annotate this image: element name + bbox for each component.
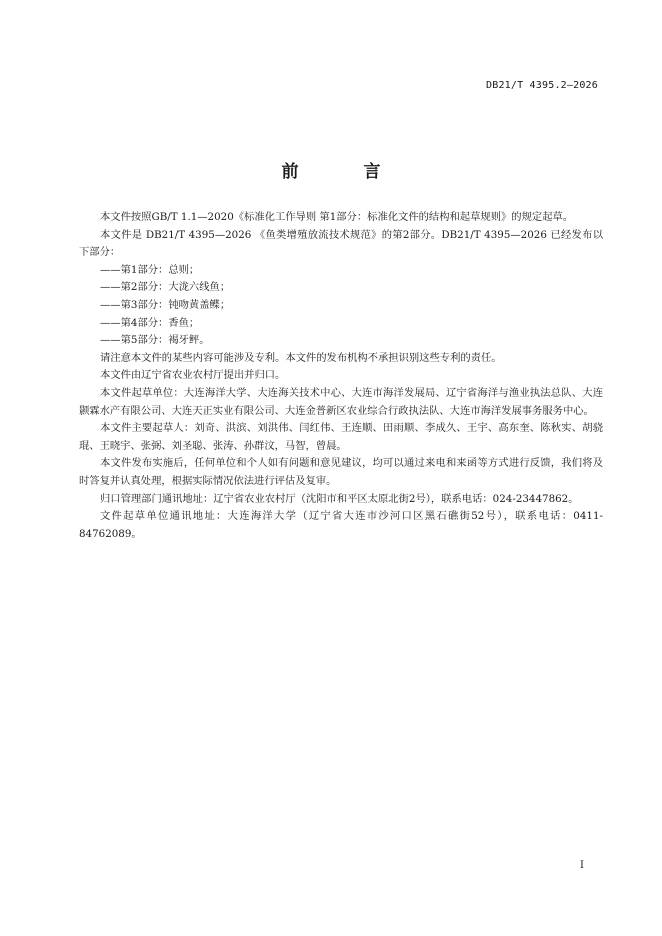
paragraph-series-info: 本文件是 DB21/T 4395—2026 《鱼类增殖放流技术规范》的第2部分。DB21/T 4395—2026 已经发布以下部分：: [79, 228, 603, 259]
paragraph-drafting-units: 本文件起草单位：大连海洋大学、大连海关技术中心、大连市海洋发展局、辽宁省海洋与渔业执法总队、大连颢霖水产有限公司、大连天正实业有限公司、大连金普新区农业综合行政执法队、大连市海洋发展事务服务中心。: [79, 386, 603, 417]
paragraph-patent-notice: 请注意本文件的某些内容可能涉及专利。本文件的发布机构不承担识别这些专利的责任。: [100, 351, 502, 364]
paragraph-authority-address: 归口管理部门通讯地址：辽宁省农业农村厅（沈阳市和平区太原北街2号），联系电话：024-23447862。: [100, 492, 579, 505]
foreword-body: [79, 209, 603, 543]
list-item-part-4: ——第4部分：香鱼；: [100, 316, 200, 329]
page-title: 前 言: [281, 162, 405, 182]
paragraph-proposer: 本文件由辽宁省农业农村厅提出并归口。: [100, 369, 286, 382]
list-item-part-5: ——第5部分：褐牙鲆。: [100, 334, 210, 347]
page-number: I: [580, 860, 584, 871]
document-code: DB21/T 4395.2—2026: [486, 80, 598, 91]
paragraph-drafters: 本文件主要起草人：刘奇、洪滨、刘洪伟、闫红伟、王连顺、田雨顺、李成久、王宇、高东奎、陈秋实、胡骁琨、王晓宇、张弼、刘圣聪、张涛、孙群汶，马智，曾晨。: [79, 422, 603, 452]
list-item-part-1: ——第1部分：总则；: [100, 263, 200, 276]
paragraph-drafter-address: 文件起草单位通讯地址：大连海洋大学（辽宁省大连市沙河口区黑石礁街52号），联系电话：0411-84762089。: [79, 510, 603, 540]
list-item-part-3: ——第3部分：钝吻黄盖鲽；: [100, 298, 231, 311]
paragraph-feedback: 本文件发布实施后，任何单位和个人如有问题和意见建议，均可以通过来电和来函等方式进行反馈，我们将及时答复并认真处理，根据实际情况依法进行评估及复审。: [79, 457, 603, 487]
paragraph-drafting-basis: 本文件按照GB/T 1.1—2020《标准化工作导则 第1部分：标准化文件的结构和起草规则》的规定起草。: [100, 211, 574, 223]
list-item-part-2: ——第2部分：大泷六线鱼；: [100, 281, 231, 294]
